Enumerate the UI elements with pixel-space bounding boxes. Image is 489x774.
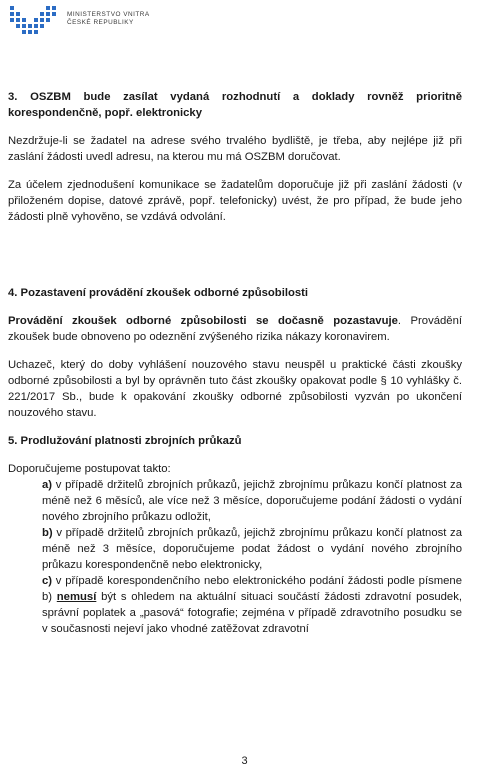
section-4-bold-text: Provádění zkoušek odborné způsobilosti se dočasně pozastavuje xyxy=(8,315,398,327)
list-label-c: c) xyxy=(42,575,53,587)
section-4-heading: 4. Pozastavení provádění zkoušek odborné způsobilosti xyxy=(8,287,309,299)
section-3-heading: 3. OSZBM bude zasílat vydaná rozhodnutí a doklady rovněž prioritně korespondenčně, popř. elektronicky xyxy=(8,91,462,119)
list-item-c xyxy=(42,573,462,637)
document-body xyxy=(8,89,462,637)
list-item-b xyxy=(42,525,462,573)
section-3-paragraph-1: Nezdržuje-li se žadatel na adrese svého trvalého bydliště, je třeba, aby nejlépe již při zaslání žádosti uvedl adresu, na kterou mu má OSZBM doručovat. xyxy=(8,135,462,163)
ministry-logo-icon xyxy=(9,5,59,39)
section-5-intro: Doporučujeme postupovat takto: xyxy=(8,463,171,475)
ministry-line-1: MINISTERSTVO VNITRA xyxy=(67,11,150,18)
list-label-b: b) xyxy=(42,527,53,539)
section-5-heading: 5. Prodlužování platnosti zbrojních průkazů xyxy=(8,435,242,447)
section-3-paragraph-2: Za účelem zjednodušení komunikace se žadatelům doporučuje již při zaslání žádosti (v přiloženém dopise, datové zprávě, popř. telefonicky) uvést, že pro případ, že bude jeho žádosti plně vyhověno, se vzdává odvolání. xyxy=(8,179,462,223)
letterhead xyxy=(9,5,150,39)
list-text-c-1: v případě korespondenčního nebo elektronického podání žádosti podle písmene b) xyxy=(42,575,462,603)
section-4-paragraph-2: Uchazeč, který do doby vyhlášení nouzového stavu neuspěl u praktické části zkoušky odborné způsobilosti a byl by oprávněn tuto část zkoušky opakovat podle § 10 vyhlášky č. 221/2017 Sb., bude k opakování zkoušky odborné způsobilosti vyzván po ukončení nouzového stavu. xyxy=(8,359,462,419)
section-4-paragraph-1 xyxy=(8,313,462,345)
ministry-name xyxy=(67,11,150,27)
list-text-c-2: být s ohledem na aktuální situaci součástí žádosti zdravotní posudek, správní poplatek a „pasová“ fotografie; zejména v případě zdravotního posudku se v současnosti nejeví jako vhodné zatěžovat zdravotní xyxy=(42,591,462,635)
list-label-a: a) xyxy=(42,479,53,491)
list-text-c-underlined: nemusí xyxy=(56,591,97,603)
section-4-rest-text: . Provádění zkoušek bude obnoveno po odeznění zvýšeného rizika nákazy koronavirem. xyxy=(8,315,462,343)
list-text-a: v případě držitelů zbrojních průkazů, jejichž zbrojnímu průkazu končí platnost za méně než 6 měsíců, ale více než 3 měsíce, doporučujeme podání žádosti o vydání nového zbrojního průkazu odložit, xyxy=(42,479,462,523)
page-number: 3 xyxy=(241,755,248,767)
list-text-b: v případě držitelů zbrojních průkazů, jejichž zbrojnímu průkazu končí platnost za méně než 3 měsíce, doporučujeme podat žádost o vydání nového zbrojního průkazu korespondenčně nebo elektronicky, xyxy=(42,527,462,571)
ministry-line-2: ČESKÉ REPUBLIKY xyxy=(67,19,134,26)
list-item-a xyxy=(42,477,462,525)
